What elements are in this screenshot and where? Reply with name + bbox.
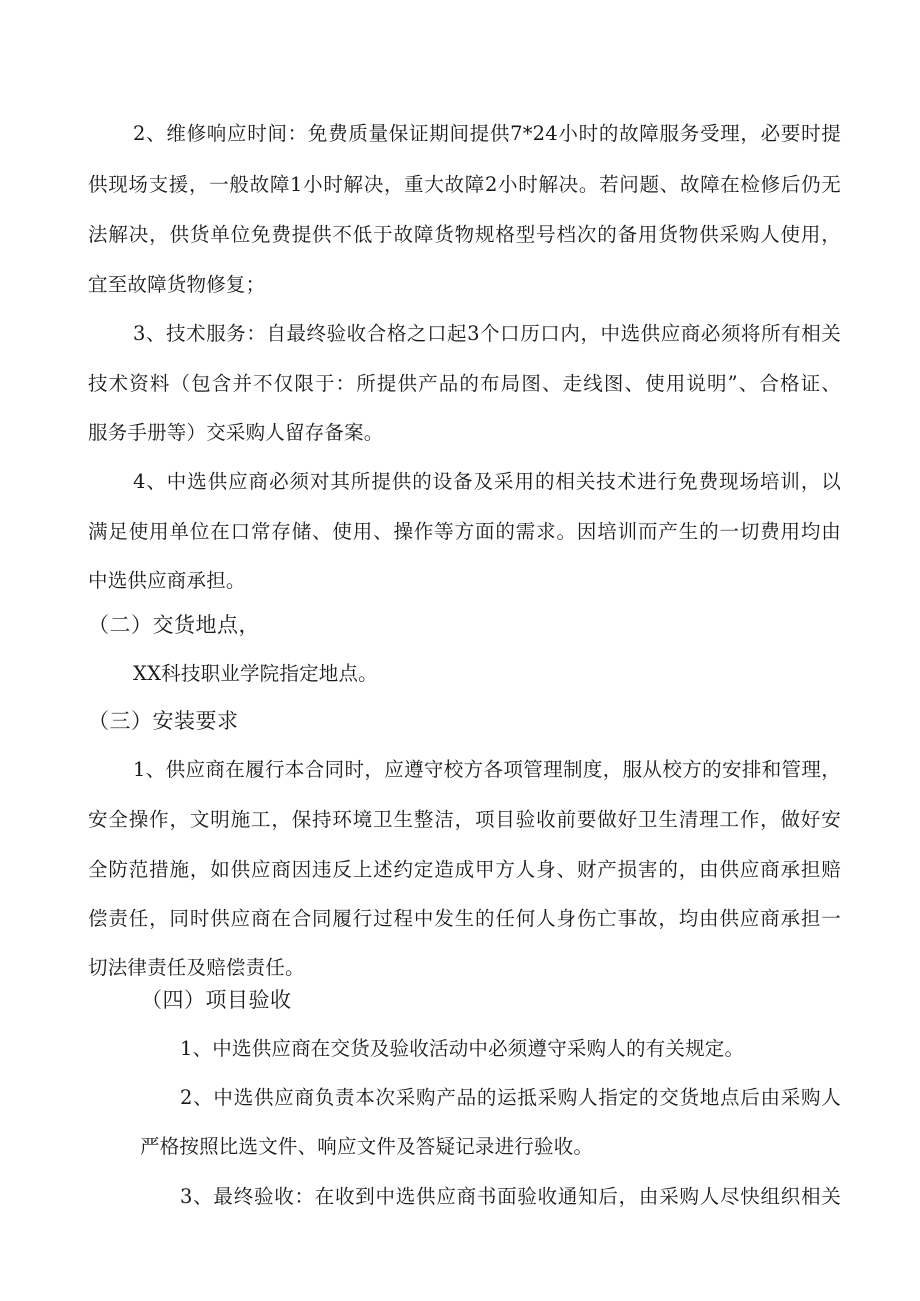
paragraph-line: 3、最终验收：在收到中选供应商书面验收通知后，由采购人尽快组织相关 — [180, 1185, 841, 1208]
delivery-location-text: XX科技职业学院指定地点。 — [133, 662, 378, 685]
paragraph-line: 严格按照比选文件、响应文件及答疑记录进行验收。 — [140, 1135, 594, 1158]
paragraph-line: 切法律责任及赔偿责任。 — [88, 956, 305, 979]
paragraph-line: 1、中选供应商在交货及验收活动中必须遵守采购人的有关规定。 — [180, 1037, 745, 1060]
paragraph-line: 2、维修响应时间：免费质量保证期间提供7*24小时的故障服务受理，必要时提 — [133, 122, 841, 145]
section-heading-delivery: （二）交货地点， — [88, 613, 260, 637]
paragraph-line: 3、技术服务：自最终验收合格之口起3个口历口内，中选供应商必须将所有相关 — [133, 322, 841, 345]
paragraph-line: 供现场支援，一般故障1小时解决，重大故障2小时解决。若问题、故障在检修后仍无 — [88, 173, 841, 196]
paragraph-line: 2、中选供应商负责本次采购产品的运抵采购人指定的交货地点后由采购人 — [180, 1086, 841, 1109]
paragraph-line: 偿责任，同时供应商在合同履行过程中发生的任何人身伤亡事故，均由供应商承担一 — [88, 907, 841, 930]
paragraph-line: 4、中选供应商必须对其所提供的设备及采用的相关技术进行免费现场培训，以 — [133, 470, 841, 493]
paragraph-line: 1、供应商在履行本合同时，应遵守校方各项管理制度，服从校方的安排和管理， — [133, 758, 841, 781]
paragraph-line: 全防范措施，如供应商因违反上述约定造成甲方人身、财产损害的，由供应商承担赔 — [88, 858, 841, 881]
paragraph-line: 服务手册等）交采购人留存备案。 — [88, 421, 384, 444]
paragraph-line: 法解决，供货单位免费提供不低于故障货物规格型号档次的备用货物供采购人使用， — [88, 223, 841, 246]
paragraph-line: 中选供应商承担。 — [88, 569, 246, 592]
paragraph-line: 技术资料（包含并不仅限于：所提供产品的布局图、走线图、使用说明”、合格证、 — [88, 372, 841, 395]
paragraph-line: 满足使用单位在口常存储、使用、操作等方面的需求。因培训而产生的一切费用均由 — [88, 520, 841, 543]
paragraph-line: 宜至故障货物修复； — [88, 273, 266, 296]
section-heading-install: （三）安装要求 — [88, 709, 239, 733]
paragraph-line: 安全操作，文明施工，保持环境卫生整洁，项目验收前要做好卫生清理工作，做好安 — [88, 808, 841, 831]
section-heading-acceptance: （四）项目验收 — [141, 988, 292, 1012]
